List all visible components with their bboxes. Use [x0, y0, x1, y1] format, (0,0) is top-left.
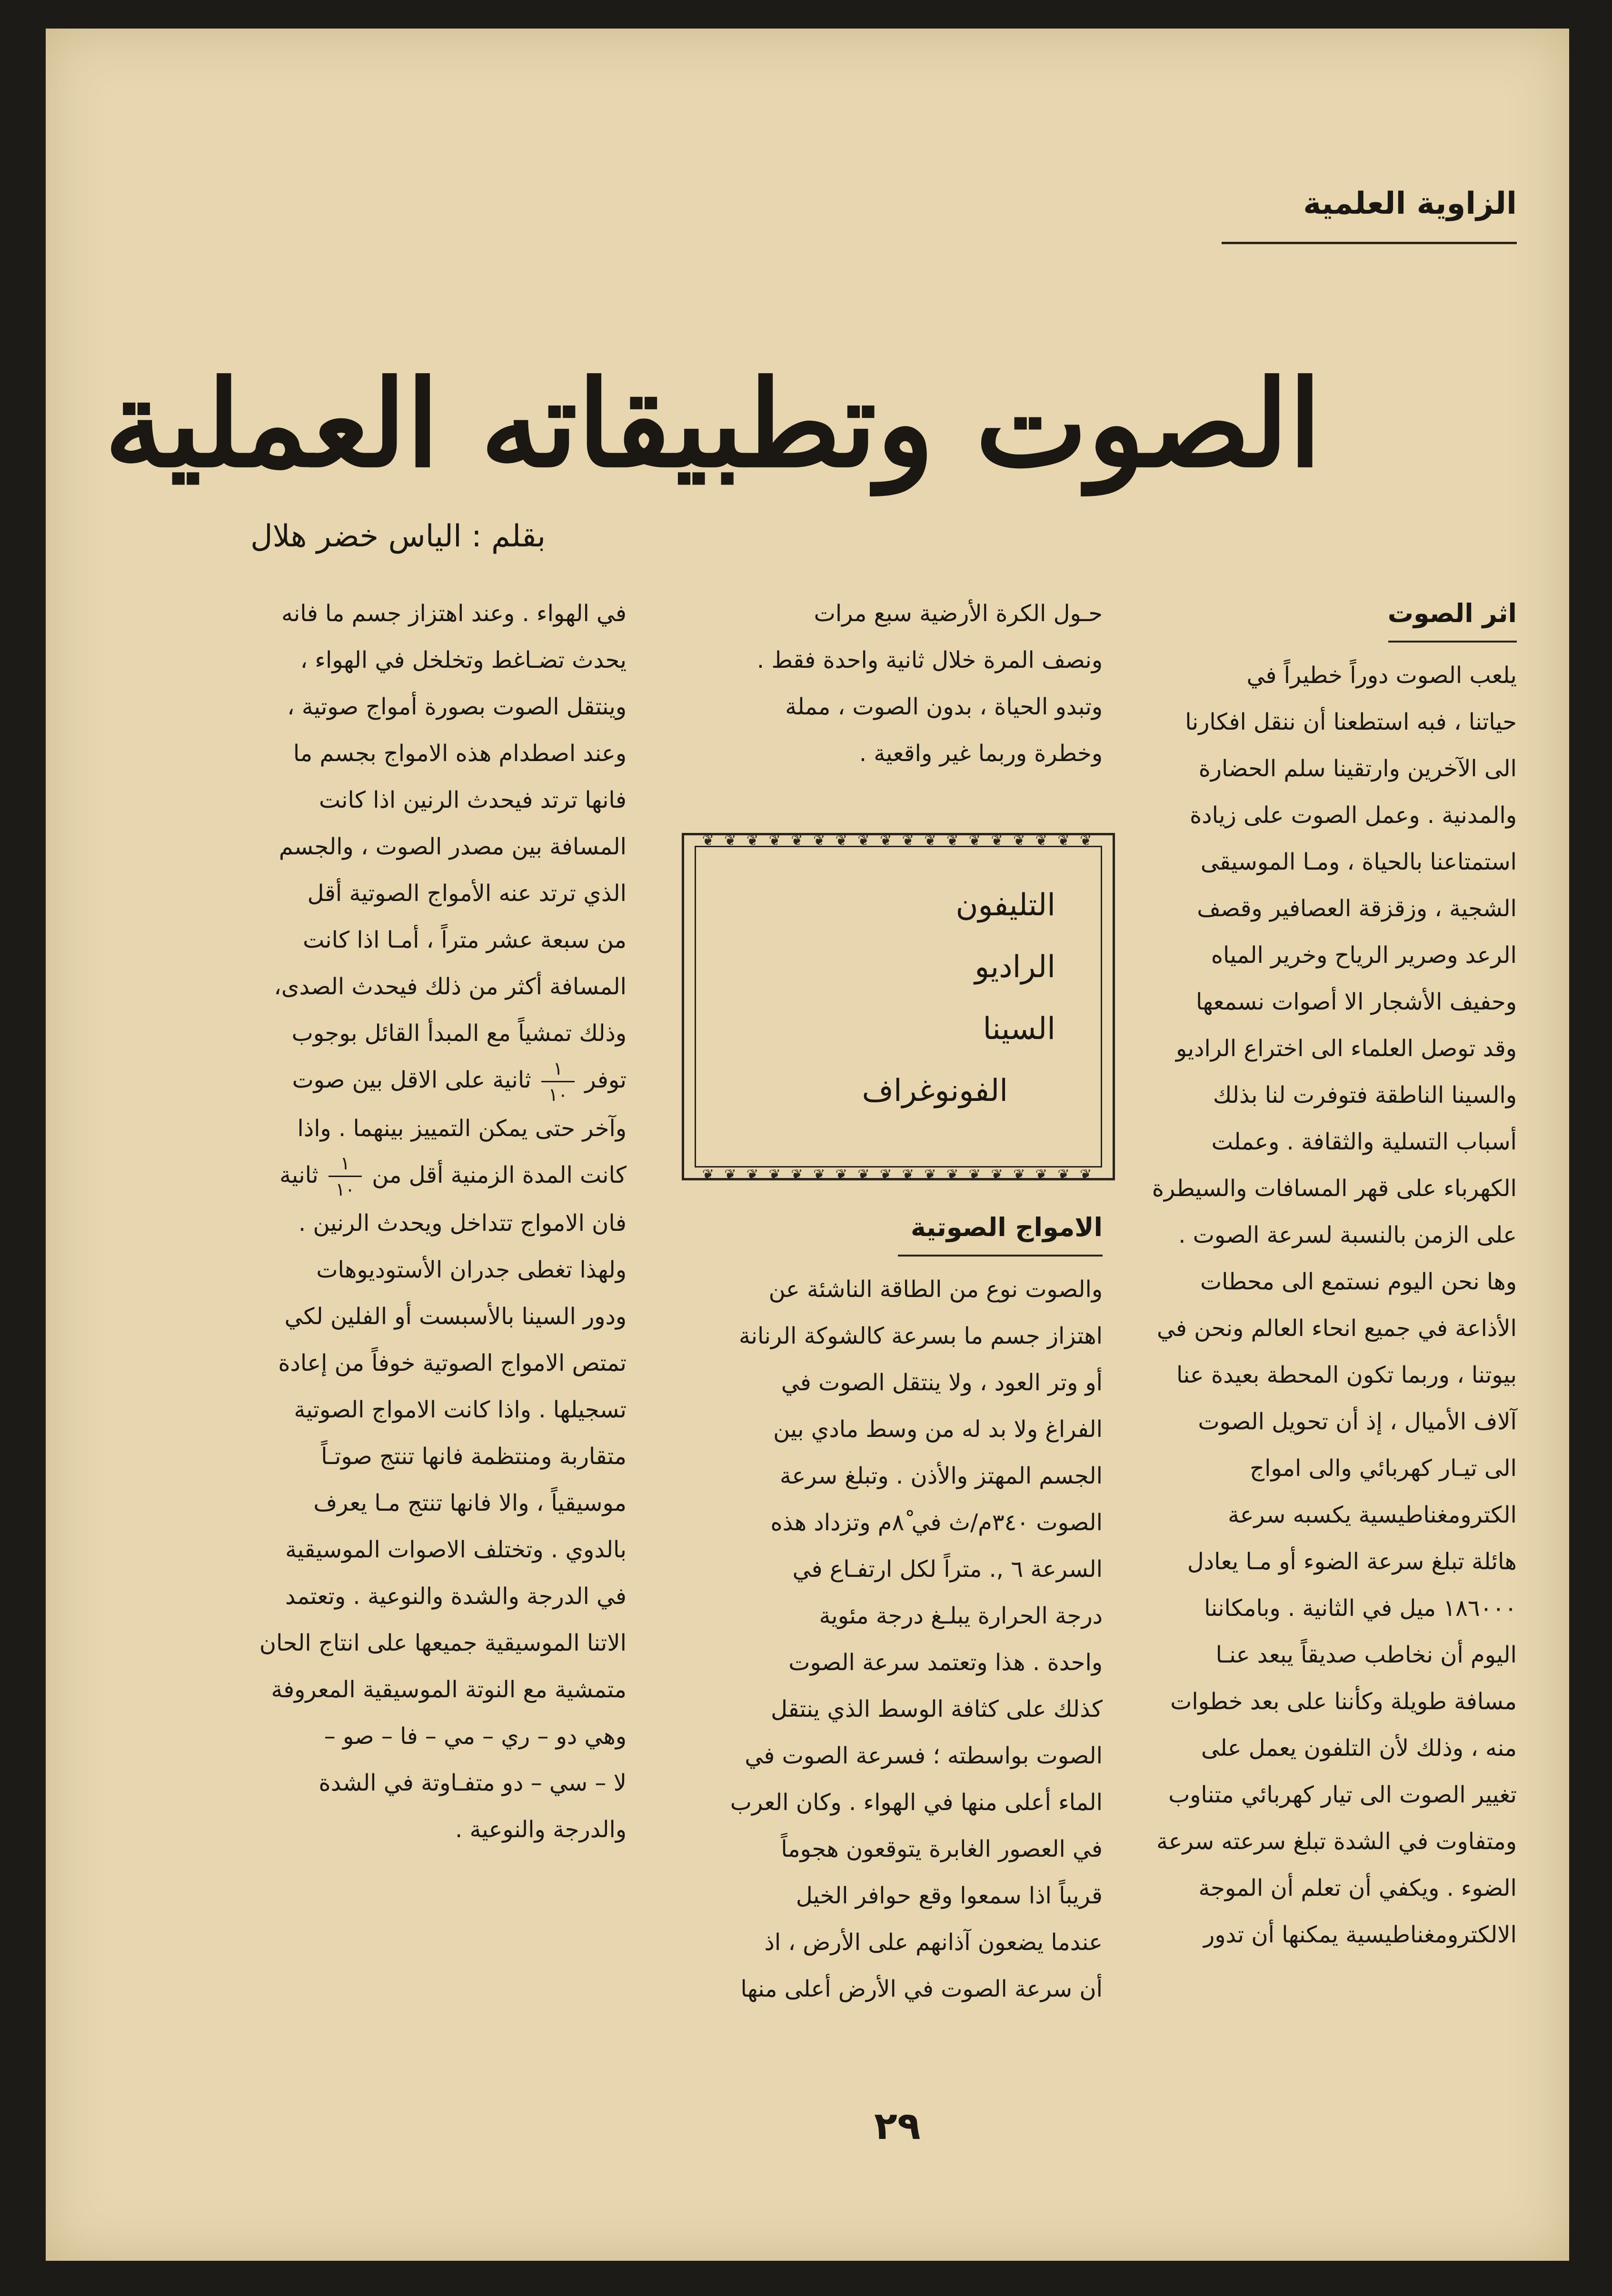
text-line: على الزمن بالنسبة لسرعة الصوت .: [1178, 1222, 1517, 1248]
text-line: المسافة أكثر من ذلك فيحدث الصدى،: [274, 973, 627, 1000]
box-leaf-border-bottom: ❦ ❦ ❦ ❦ ❦ ❦ ❦ ❦ ❦ ❦ ❦ ❦ ❦ ❦ ❦ ❦ ❦ ❦: [702, 1167, 1095, 1181]
text-line: والمدنية . وعمل الصوت على زيادة: [1190, 802, 1517, 829]
text-line: الصوت بواسطته ؛ فسرعة الصوت في: [745, 1742, 1103, 1769]
text-line: وحفيف الأشجار الا أصوات نسمعها: [1195, 989, 1517, 1015]
text-line: بالدوي . وتختلف الاصوات الموسيقية: [285, 1536, 627, 1563]
text-line: حياتنا ، فبه استطعنا أن ننقل افكارنا: [1185, 709, 1517, 735]
text-line: من سبعة عشر متراً ، أمـا اذا كانت: [303, 927, 627, 953]
text-line: وقد توصل العلماء الى اختراع الراديو: [1175, 1035, 1517, 1062]
text-line: لا – سي – دو متفـاوتة في الشدة: [318, 1770, 627, 1796]
text-line: هائلة تبلغ سرعة الضوء أو مـا يعادل: [1187, 1548, 1517, 1575]
column-middle-text: [665, 1266, 1103, 2012]
text-line: الصوت ٣٤٠م/ث في ٨ْم وتزداد هذه: [770, 1509, 1103, 1536]
text-line: ولهذا تغطى جدران الأستوديوهات: [316, 1257, 627, 1283]
text-line: والسينا الناطقة فتوفرت لنا بذلك: [1213, 1082, 1517, 1108]
box-leaf-border-top: ❦ ❦ ❦ ❦ ❦ ❦ ❦ ❦ ❦ ❦ ❦ ❦ ❦ ❦ ❦ ❦ ❦ ❦: [702, 832, 1095, 847]
text-line: متمشية مع النوتة الموسيقية المعروفة: [271, 1676, 627, 1703]
text-line: الذي ترتد عنه الأمواج الصوتية أقل: [307, 880, 627, 907]
column-right: [1126, 590, 1517, 1958]
text-line: حـول الكرة الأرضية سبع مرات: [814, 600, 1103, 627]
text-line: الالكتروﻣﻐﻨﺎطيسية يمكنها أن تدور: [1204, 1921, 1517, 1948]
text-line: اليوم أن نخاطب صديقاً يبعد عنـا: [1215, 1642, 1517, 1668]
text-line: الى تيـار كهربائي والى امواج: [1250, 1455, 1517, 1482]
subhead-underline: [1388, 641, 1517, 643]
text-line: ونصف المرة خلال ثانية واحدة فقط .: [756, 647, 1103, 673]
column-middle-lower: [665, 1204, 1103, 2012]
text-line: أن سرعة الصوت في الأرض أعلى منها: [740, 1976, 1103, 2002]
text-line: والدرجة والنوعية .: [455, 1816, 627, 1843]
text-line: تغيير الصوت الى تيار كهربائي متناوب: [1168, 1781, 1517, 1808]
subhead-sound-waves: الامواج الصوتية: [910, 1212, 1103, 1242]
text-line: وآخر حتى يمكن التمييز بينهما . واذا: [297, 1115, 627, 1142]
text-line: الكهرباء على قهر المسافات والسيطرة: [1152, 1175, 1517, 1202]
text-line: وعند اصطدام هذه الامواج بجسم ما: [293, 740, 627, 767]
byline: بقلم : الياس خضر هلال: [250, 519, 546, 554]
text-line: في الهواء . وعند اهتزاز جسم ما فانه: [281, 600, 627, 627]
text-line: في الدرجة والشدة والنوعية . وتعتمد: [285, 1583, 627, 1610]
box-item-telephone: التليفون: [955, 888, 1055, 923]
fraction-line-2: كانت المدة الزمنية أقل من $\frac{١}{١٠}$ ثانية: [279, 1153, 627, 1200]
column-left-text-b: [150, 1200, 627, 1853]
box-item-radio: الراديو: [975, 950, 1055, 985]
text-line: وينتقل الصوت بصورة أمواج صوتية ،: [287, 693, 627, 720]
text-line: وذلك تمشياً مع المبدأ القائل بوجوب: [291, 1020, 627, 1047]
text-line: ودور السينا بالأسبست أو الفلين لكي: [284, 1303, 627, 1330]
text-line: موسيقياً ، والا فانها تنتج مـا يعرف: [313, 1490, 627, 1516]
text-line: الجسم المهتز والأذن . وتبلغ سرعة: [779, 1463, 1103, 1489]
text-line: السرعة ٦ ,. متراً لكل ارتفـاع في: [792, 1556, 1103, 1583]
column-middle-top-text: [665, 590, 1103, 777]
text-line: وخطرة وربما غير واقعية .: [859, 740, 1103, 767]
text-line: واحدة . هذا وتعتمد سرعة الصوت: [788, 1649, 1103, 1676]
text-line: درجة الحرارة يبلـغ درجة مئوية: [819, 1603, 1103, 1629]
text-line: بيوتنا ، وربما تكون المحطة بعيدة عنا: [1176, 1362, 1517, 1388]
text-line: الأذاعة في جميع انحاء العالم ونحن في: [1157, 1315, 1517, 1342]
column-middle: [665, 590, 1103, 777]
text-line: الفراغ ولا بد له من وسط مادي بين: [773, 1416, 1103, 1443]
text-line: متقاربة ومنتظمة فانها تنتج صوتـاً: [321, 1443, 627, 1470]
inventions-box: [682, 833, 1115, 1180]
text-line: فان الامواج تتداخل ويحدث الرنين .: [298, 1210, 627, 1237]
section-title-underline: [1222, 242, 1517, 244]
text-line: يلعب الصوت دوراً خطيراً في: [1246, 662, 1517, 689]
text-line: يحدث تضـاغط وتخلخل في الهواء ،: [300, 647, 627, 673]
text-line: أو وتر العود ، ولا ينتقل الصوت في: [781, 1369, 1103, 1396]
text-line: منه ، وذلك لأن التلفون يعمل على: [1201, 1735, 1517, 1762]
magazine-page: [46, 29, 1569, 2261]
text-line: الى الآخرين وارتقينا سلم الحضارة: [1198, 755, 1517, 782]
text-line: الضوء . ويكفي أن تعلم أن الموجة: [1198, 1875, 1517, 1901]
text-line: مسافة طويلة وكأننا على بعد خطوات: [1170, 1688, 1517, 1715]
text-line: كذلك على كثافة الوسط الذي ينتقل: [771, 1696, 1103, 1722]
fraction-line-1: توفر $\frac{١}{١٠}$ ثانية على الاقل بين صوت: [292, 1058, 627, 1105]
section-header: [1222, 186, 1517, 247]
text-line: الشجية ، وزقزقة العصافير وقصف: [1197, 895, 1517, 922]
subhead-underline: [898, 1255, 1103, 1257]
text-line: وها نحن اليوم نستمع الى محطات: [1200, 1268, 1517, 1295]
text-line: تسجيلها . واذا كانت الامواج الصوتية: [294, 1396, 627, 1423]
fraction-one-tenth: $\frac{١}{١٠}$: [541, 1058, 575, 1105]
text-line: تمتص الامواج الصوتية خوفاً من إعادة: [278, 1350, 627, 1376]
column-left: [150, 590, 627, 1853]
text-line: آلاف الأميال ، إذ أن تحويل الصوت: [1198, 1408, 1517, 1435]
box-item-phonograph: الفونوغراف: [862, 1073, 1008, 1108]
text-line: وتبدو الحياة ، بدون الصوت ، مملة: [785, 693, 1103, 720]
text-line: المسافة بين مصدر الصوت ، والجسم: [279, 833, 627, 860]
text-line: قريباً اذا سمعوا وقع حوافر الخيل: [796, 1882, 1103, 1909]
text-line: ١٨٦٠٠٠ ميل في الثانية . وبامكاننا: [1204, 1595, 1517, 1622]
text-line: استمتاعنا بالحياة ، ومـا الموسيقى: [1200, 849, 1517, 875]
text-line: ومتفاوت في الشدة تبلغ سرعته سرعة: [1156, 1828, 1517, 1855]
text-line: الاتنا الموسيقية جميعها على انتاج الحان: [259, 1630, 627, 1656]
text-line: في العصور الغابرة يتوقعون هجوماً: [781, 1836, 1103, 1862]
text-line: الكتروﻣﻐﻨﺎطيسية يكسبه سرعة: [1228, 1502, 1517, 1528]
page-number: ٢٩: [874, 2104, 921, 2148]
section-title: الزاوية العلمية: [1303, 186, 1517, 221]
text-line: عندما يضعون آذانهم على الأرض ، اذ: [764, 1929, 1103, 1956]
text-line: وهي دو – ري – مي – فا – صو –: [324, 1723, 627, 1750]
column-left-text-a: [150, 590, 627, 1057]
text-line: الرعد وصرير الرياح وخرير المياه: [1211, 942, 1517, 969]
fraction-one-tenth: $\frac{١}{١٠}$: [328, 1153, 362, 1200]
subhead-sound-effect: اثر الصوت: [1387, 598, 1517, 628]
text-line: اهتزاز جسم ما بسرعة كالشوكة الرنانة: [738, 1323, 1103, 1349]
text-line: فانها ترتد فيحدث الرنين اذا كانت: [318, 787, 627, 813]
article-title: الصوت وتطبيقاته العملية: [104, 354, 1322, 494]
text-line: الماء أعلى منها في الهواء . وكان العرب: [730, 1789, 1103, 1816]
text-line: والصوت نوع من الطاقة الناشئة عن: [768, 1276, 1103, 1303]
column-right-text: [1126, 652, 1517, 1958]
box-item-cinema: السينا: [983, 1011, 1055, 1047]
text-line: أسباب التسلية والثقافة . وعملت: [1211, 1128, 1517, 1155]
